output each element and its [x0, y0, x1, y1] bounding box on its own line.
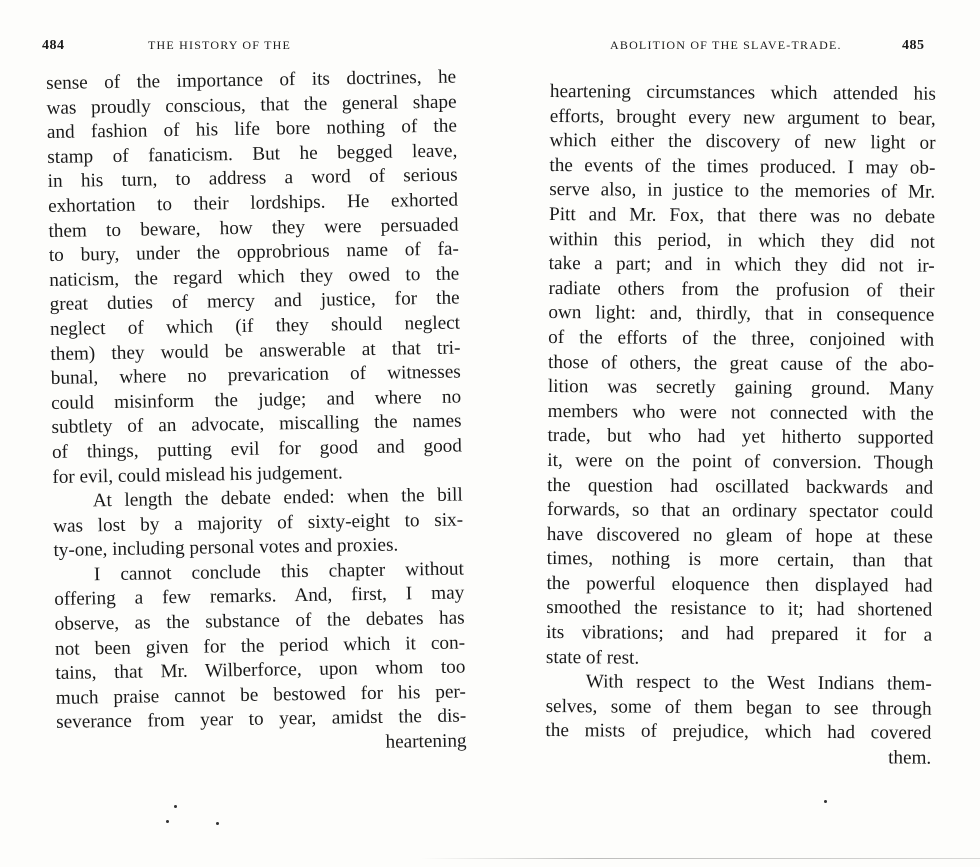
text-line: I cannot conclude this chapter without: [93, 558, 465, 586]
text-line: With respect to the West Indians them-: [585, 671, 932, 695]
text-line: for evil, could mislead his judgement.: [52, 461, 343, 488]
right-page: [490, 0, 980, 867]
text-line: sense of the importance of its doctrines, he: [46, 66, 457, 94]
text-line: trade, but who had yet hitherto supported: [547, 425, 934, 449]
text-line: severance from year to year, amidst the dis-: [56, 705, 467, 734]
text-line: great duties of mercy and justice, for the: [49, 287, 460, 316]
text-line: tains, that Mr. Wilberforce, upon whom too: [55, 656, 466, 685]
text-line: them) they would be answerable at that tri-: [50, 337, 461, 365]
text-line: Pitt and Mr. Fox, that there was no debate: [548, 203, 936, 228]
text-line: was lost by a majority of sixty-eight to six-: [52, 509, 464, 537]
text-line: efforts, brought every new argument to bear,: [549, 105, 936, 130]
text-line: which either the discovery of new light or: [549, 130, 936, 154]
text-line: forwards, so that an ordinary spectator could: [546, 499, 934, 523]
text-line: it, were on the point of conversion. Though: [547, 449, 934, 474]
text-line: bunal, where no prevarication of witnesses: [50, 361, 461, 390]
page-number-right: 485: [902, 38, 925, 53]
page-number-left: 484: [42, 38, 65, 53]
right-page-text: [545, 80, 936, 771]
scan-edge-line: [420, 858, 980, 859]
text-line: lition was secretly gaining ground. Many: [547, 376, 934, 400]
text-line: the question had oscillated backwards and: [547, 474, 934, 499]
text-line: was proudly conscious, that the general shape: [46, 91, 457, 119]
text-line: subtlety of an advocate, miscalling the names: [51, 410, 462, 439]
running-head-right: ABOLITION OF THE SLAVE-TRADE.: [610, 38, 842, 52]
left-page-text: [46, 66, 467, 761]
text-line: of things, putting evil for good and good: [51, 435, 463, 463]
text-line: neglect of which (if they should neglect: [49, 312, 461, 340]
text-line: state of rest.: [545, 646, 640, 669]
text-line: naticism, the regard which they owed to the: [49, 263, 460, 291]
text-line: have discovered no gleam of hope at these: [546, 523, 933, 548]
text-line: could misinform the judge; and where no: [51, 386, 462, 414]
text-line: in his turn, to address a word of serious: [47, 164, 458, 193]
scan-speck: [824, 800, 827, 803]
catchword: heartening: [385, 730, 467, 753]
text-line: the events of the times produced. I may ob-: [549, 154, 936, 179]
text-line: to bury, under the opprobrious name of fa-: [48, 238, 459, 267]
text-line: heartening circumstances which attended his: [549, 80, 936, 105]
text-line: ty-one, including personal votes and proxies.: [53, 534, 399, 562]
text-line: take a part; and in which they did not ir-: [548, 253, 935, 277]
running-head-left: THE HISTORY OF THE: [148, 38, 292, 52]
text-line: within this period, in which they did not: [548, 228, 935, 253]
text-line: the powerful eloquence then displayed had: [546, 572, 933, 597]
text-line: exhortation to their lordships. He exhorted: [47, 189, 459, 217]
text-line: much praise cannot be bestowed for his per-: [55, 681, 466, 709]
text-line: own light: and, thirdly, that in consequence: [548, 302, 935, 327]
text-line: of the efforts of the three, conjoined with: [548, 326, 935, 351]
text-line: serve also, in justice to the memories of Mr.: [549, 179, 936, 204]
scan-speck: [166, 820, 169, 823]
text-line: the mists of prejudice, which had covered: [545, 720, 932, 745]
text-line: its vibrations; and had prepared it for a: [546, 622, 933, 646]
text-line: radiate others from the profusion of their: [548, 277, 935, 302]
text-line: selves, some of them began to see through: [545, 695, 932, 720]
text-line: times, nothing is more certain, than that: [546, 548, 933, 572]
text-line: those of others, the great cause of the abo-: [547, 351, 935, 376]
text-line: members who were not connected with the: [547, 400, 934, 425]
scan-speck: [216, 822, 219, 825]
scan-speck: [174, 805, 177, 808]
text-line: stamp of fanaticism. But he begged leave,: [47, 140, 458, 168]
text-line: smoothed the resistance to it; had shortened: [546, 597, 933, 622]
text-line: At length the debate ended: when the bill: [92, 484, 463, 512]
text-line: offering a few remarks. And, first, I may: [54, 582, 465, 611]
text-line: them to beware, how they were persuaded: [48, 214, 459, 242]
text-line: and fashion of his life bore nothing of the: [46, 115, 458, 144]
text-line: them.: [888, 747, 932, 769]
text-line: not been given for the period which it con-: [54, 632, 466, 660]
text-line: observe, as the substance of the debates has: [54, 607, 465, 635]
